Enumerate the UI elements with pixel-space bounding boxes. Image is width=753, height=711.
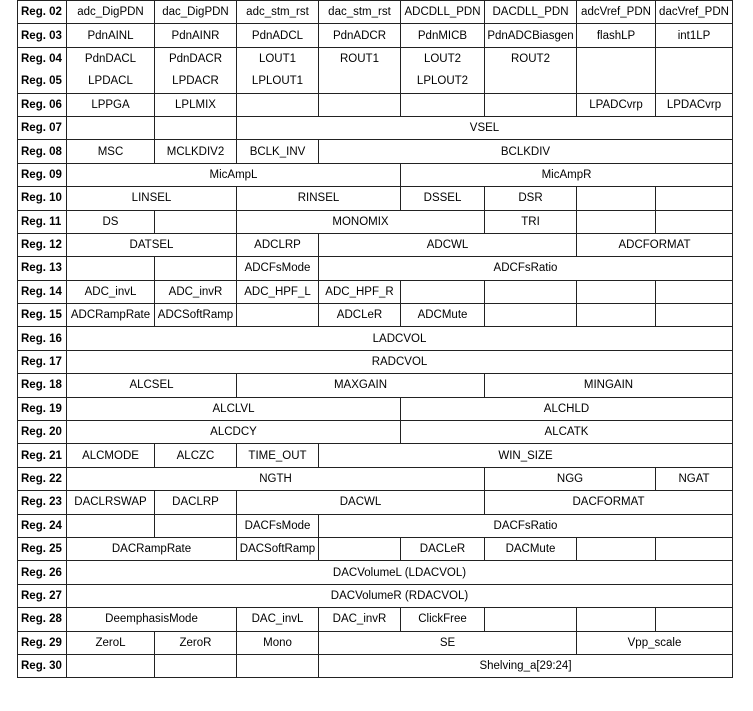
register-field: BCLK_INV bbox=[237, 140, 319, 163]
register-field: VSEL bbox=[237, 116, 733, 139]
register-field bbox=[577, 280, 656, 303]
register-field bbox=[319, 93, 401, 116]
register-field bbox=[401, 93, 485, 116]
register-row bbox=[18, 584, 733, 607]
register-row bbox=[18, 116, 733, 139]
register-field: DACMute bbox=[485, 537, 577, 560]
register-label: Reg. 06 bbox=[18, 93, 67, 116]
register-field bbox=[155, 257, 237, 280]
register-label: Reg. 21 bbox=[18, 444, 67, 467]
register-label: Reg. 28 bbox=[18, 608, 67, 631]
register-field: DATSEL bbox=[67, 233, 237, 256]
register-row bbox=[18, 631, 733, 654]
register-field bbox=[656, 537, 733, 560]
register-label: Reg. 08 bbox=[18, 140, 67, 163]
register-field: DAC_invL bbox=[237, 608, 319, 631]
register-field: ADCFORMAT bbox=[577, 233, 733, 256]
register-field: dac_stm_rst bbox=[319, 1, 401, 24]
register-label: Reg. 04 bbox=[18, 47, 67, 70]
register-field: ALCZC bbox=[155, 444, 237, 467]
register-row bbox=[18, 1, 733, 24]
register-field: PdnDACR bbox=[155, 47, 237, 70]
register-field: ADCFsRatio bbox=[319, 257, 733, 280]
register-field: NGTH bbox=[67, 467, 485, 490]
register-row bbox=[18, 47, 733, 70]
register-map-table bbox=[17, 0, 733, 678]
register-field: RINSEL bbox=[237, 187, 401, 210]
register-field bbox=[485, 608, 577, 631]
register-field: ADCLeR bbox=[319, 304, 401, 327]
register-row bbox=[18, 654, 733, 677]
register-field: ADCSoftRamp bbox=[155, 304, 237, 327]
register-field: DSSEL bbox=[401, 187, 485, 210]
register-row bbox=[18, 327, 733, 350]
register-field: DACFsMode bbox=[237, 514, 319, 537]
register-field: DACLRSWAP bbox=[67, 491, 155, 514]
register-label: Reg. 10 bbox=[18, 187, 67, 210]
register-field: int1LP bbox=[656, 24, 733, 47]
register-row bbox=[18, 210, 733, 233]
register-row bbox=[18, 163, 733, 186]
register-field: ROUT2 bbox=[485, 47, 577, 70]
register-field: PdnAINR bbox=[155, 24, 237, 47]
register-field: DACLeR bbox=[401, 537, 485, 560]
register-field: DACVolumeL (LDACVOL) bbox=[67, 561, 733, 584]
register-field bbox=[237, 93, 319, 116]
register-field: MONOMIX bbox=[237, 210, 485, 233]
register-label: Reg. 12 bbox=[18, 233, 67, 256]
register-label: Reg. 29 bbox=[18, 631, 67, 654]
register-field: ADCDLL_PDN bbox=[401, 1, 485, 24]
register-field bbox=[237, 304, 319, 327]
register-field: MCLKDIV2 bbox=[155, 140, 237, 163]
register-field: ADC_HPF_L bbox=[237, 280, 319, 303]
register-field: DeemphasisMode bbox=[67, 608, 237, 631]
register-field bbox=[155, 210, 237, 233]
register-field: LPADCvrp bbox=[577, 93, 656, 116]
register-row bbox=[18, 608, 733, 631]
register-field: flashLP bbox=[577, 24, 656, 47]
register-label: Reg. 16 bbox=[18, 327, 67, 350]
register-field: adcVref_PDN bbox=[577, 1, 656, 24]
register-field: DACDLL_PDN bbox=[485, 1, 577, 24]
register-row bbox=[18, 467, 733, 490]
register-row bbox=[18, 421, 733, 444]
register-table-body bbox=[18, 1, 733, 678]
register-label: Reg. 27 bbox=[18, 584, 67, 607]
register-field: ADCMute bbox=[401, 304, 485, 327]
register-row bbox=[18, 350, 733, 373]
register-field: DACLRP bbox=[155, 491, 237, 514]
register-field: ALCATK bbox=[401, 421, 733, 444]
register-label: Reg. 17 bbox=[18, 350, 67, 373]
register-field: DACRampRate bbox=[67, 537, 237, 560]
register-field: ALCHLD bbox=[401, 397, 733, 420]
register-field: ROUT1 bbox=[319, 47, 401, 70]
register-field: WIN_SIZE bbox=[319, 444, 733, 467]
register-field bbox=[656, 280, 733, 303]
register-label: Reg. 13 bbox=[18, 257, 67, 280]
register-label: Reg. 11 bbox=[18, 210, 67, 233]
register-row bbox=[18, 491, 733, 514]
register-field: LPDACR bbox=[155, 70, 237, 93]
register-field: LPDACvrp bbox=[656, 93, 733, 116]
register-field: LADCVOL bbox=[67, 327, 733, 350]
register-field: Vpp_scale bbox=[577, 631, 733, 654]
register-field: NGAT bbox=[656, 467, 733, 490]
register-label: Reg. 25 bbox=[18, 537, 67, 560]
register-label: Reg. 19 bbox=[18, 397, 67, 420]
register-field: MSC bbox=[67, 140, 155, 163]
register-field: ALCDCY bbox=[67, 421, 401, 444]
register-field bbox=[485, 93, 577, 116]
register-field bbox=[237, 654, 319, 677]
register-field bbox=[656, 70, 733, 93]
register-field: adc_DigPDN bbox=[67, 1, 155, 24]
register-field: TIME_OUT bbox=[237, 444, 319, 467]
register-label: Reg. 18 bbox=[18, 374, 67, 397]
register-field: NGG bbox=[485, 467, 656, 490]
register-field: LPLMIX bbox=[155, 93, 237, 116]
register-field: DAC_invR bbox=[319, 608, 401, 631]
register-field bbox=[656, 608, 733, 631]
register-label: Reg. 14 bbox=[18, 280, 67, 303]
register-field bbox=[577, 210, 656, 233]
register-field bbox=[577, 304, 656, 327]
register-field: Mono bbox=[237, 631, 319, 654]
register-label: Reg. 24 bbox=[18, 514, 67, 537]
register-row bbox=[18, 514, 733, 537]
register-field: ALCSEL bbox=[67, 374, 237, 397]
register-field: LOUT2 bbox=[401, 47, 485, 70]
register-field: ADCLRP bbox=[237, 233, 319, 256]
register-field: SE bbox=[319, 631, 577, 654]
register-field bbox=[485, 70, 577, 93]
register-field bbox=[656, 187, 733, 210]
register-field bbox=[155, 654, 237, 677]
register-row bbox=[18, 24, 733, 47]
register-field: DACFORMAT bbox=[485, 491, 733, 514]
register-field: MAXGAIN bbox=[237, 374, 485, 397]
register-label: Reg. 07 bbox=[18, 116, 67, 139]
register-field bbox=[577, 537, 656, 560]
register-field: LPPGA bbox=[67, 93, 155, 116]
register-field bbox=[577, 70, 656, 93]
register-field: ADC_invL bbox=[67, 280, 155, 303]
register-field: PdnDACL bbox=[67, 47, 155, 70]
register-field bbox=[577, 608, 656, 631]
register-field: adc_stm_rst bbox=[237, 1, 319, 24]
register-field: dacVref_PDN bbox=[656, 1, 733, 24]
register-row bbox=[18, 561, 733, 584]
register-field: PdnADCR bbox=[319, 24, 401, 47]
register-row bbox=[18, 233, 733, 256]
register-field: ALCMODE bbox=[67, 444, 155, 467]
register-field: DACVolumeR (RDACVOL) bbox=[67, 584, 733, 607]
register-field: RADCVOL bbox=[67, 350, 733, 373]
register-field: ClickFree bbox=[401, 608, 485, 631]
register-field: ADCRampRate bbox=[67, 304, 155, 327]
register-field: BCLKDIV bbox=[319, 140, 733, 163]
register-row bbox=[18, 140, 733, 163]
register-label: Reg. 05 bbox=[18, 70, 67, 93]
register-field: DSR bbox=[485, 187, 577, 210]
register-field bbox=[656, 304, 733, 327]
register-field: PdnADCL bbox=[237, 24, 319, 47]
register-field: LOUT1 bbox=[237, 47, 319, 70]
register-row bbox=[18, 397, 733, 420]
register-label: Reg. 02 bbox=[18, 1, 67, 24]
register-field: MicAmpR bbox=[401, 163, 733, 186]
register-row bbox=[18, 187, 733, 210]
register-row bbox=[18, 537, 733, 560]
register-field: LPLOUT1 bbox=[237, 70, 319, 93]
register-label: Reg. 23 bbox=[18, 491, 67, 514]
register-label: Reg. 30 bbox=[18, 654, 67, 677]
register-field bbox=[485, 304, 577, 327]
register-field: TRI bbox=[485, 210, 577, 233]
register-field: LINSEL bbox=[67, 187, 237, 210]
register-field bbox=[656, 47, 733, 70]
register-field bbox=[155, 116, 237, 139]
register-field: PdnMICB bbox=[401, 24, 485, 47]
register-field bbox=[577, 47, 656, 70]
register-field bbox=[67, 257, 155, 280]
register-field bbox=[319, 70, 401, 93]
register-row bbox=[18, 257, 733, 280]
register-row bbox=[18, 304, 733, 327]
register-field: MicAmpL bbox=[67, 163, 401, 186]
register-field: ADC_HPF_R bbox=[319, 280, 401, 303]
register-field: PdnAINL bbox=[67, 24, 155, 47]
register-field: LPLOUT2 bbox=[401, 70, 485, 93]
register-field: LPDACL bbox=[67, 70, 155, 93]
register-label: Reg. 15 bbox=[18, 304, 67, 327]
register-label: Reg. 26 bbox=[18, 561, 67, 584]
register-field: ADC_invR bbox=[155, 280, 237, 303]
register-field bbox=[155, 514, 237, 537]
register-row bbox=[18, 93, 733, 116]
register-field bbox=[67, 654, 155, 677]
register-row bbox=[18, 374, 733, 397]
register-field: DACWL bbox=[237, 491, 485, 514]
register-label: Reg. 20 bbox=[18, 421, 67, 444]
register-row bbox=[18, 280, 733, 303]
register-field: PdnADCBiasgen bbox=[485, 24, 577, 47]
register-field: DACFsRatio bbox=[319, 514, 733, 537]
register-label: Reg. 22 bbox=[18, 467, 67, 490]
register-field: ZeroL bbox=[67, 631, 155, 654]
register-field bbox=[656, 210, 733, 233]
register-field bbox=[401, 280, 485, 303]
register-row bbox=[18, 70, 733, 93]
register-field: ALCLVL bbox=[67, 397, 401, 420]
register-field: DS bbox=[67, 210, 155, 233]
register-row bbox=[18, 444, 733, 467]
register-field: Shelving_a[29:24] bbox=[319, 654, 733, 677]
register-field bbox=[577, 187, 656, 210]
register-field bbox=[319, 537, 401, 560]
register-field: ZeroR bbox=[155, 631, 237, 654]
register-field bbox=[67, 514, 155, 537]
register-field: DACSoftRamp bbox=[237, 537, 319, 560]
register-label: Reg. 03 bbox=[18, 24, 67, 47]
register-field: ADCFsMode bbox=[237, 257, 319, 280]
register-field bbox=[67, 116, 155, 139]
register-field: dac_DigPDN bbox=[155, 1, 237, 24]
register-field bbox=[485, 280, 577, 303]
register-label: Reg. 09 bbox=[18, 163, 67, 186]
register-field: MINGAIN bbox=[485, 374, 733, 397]
register-field: ADCWL bbox=[319, 233, 577, 256]
